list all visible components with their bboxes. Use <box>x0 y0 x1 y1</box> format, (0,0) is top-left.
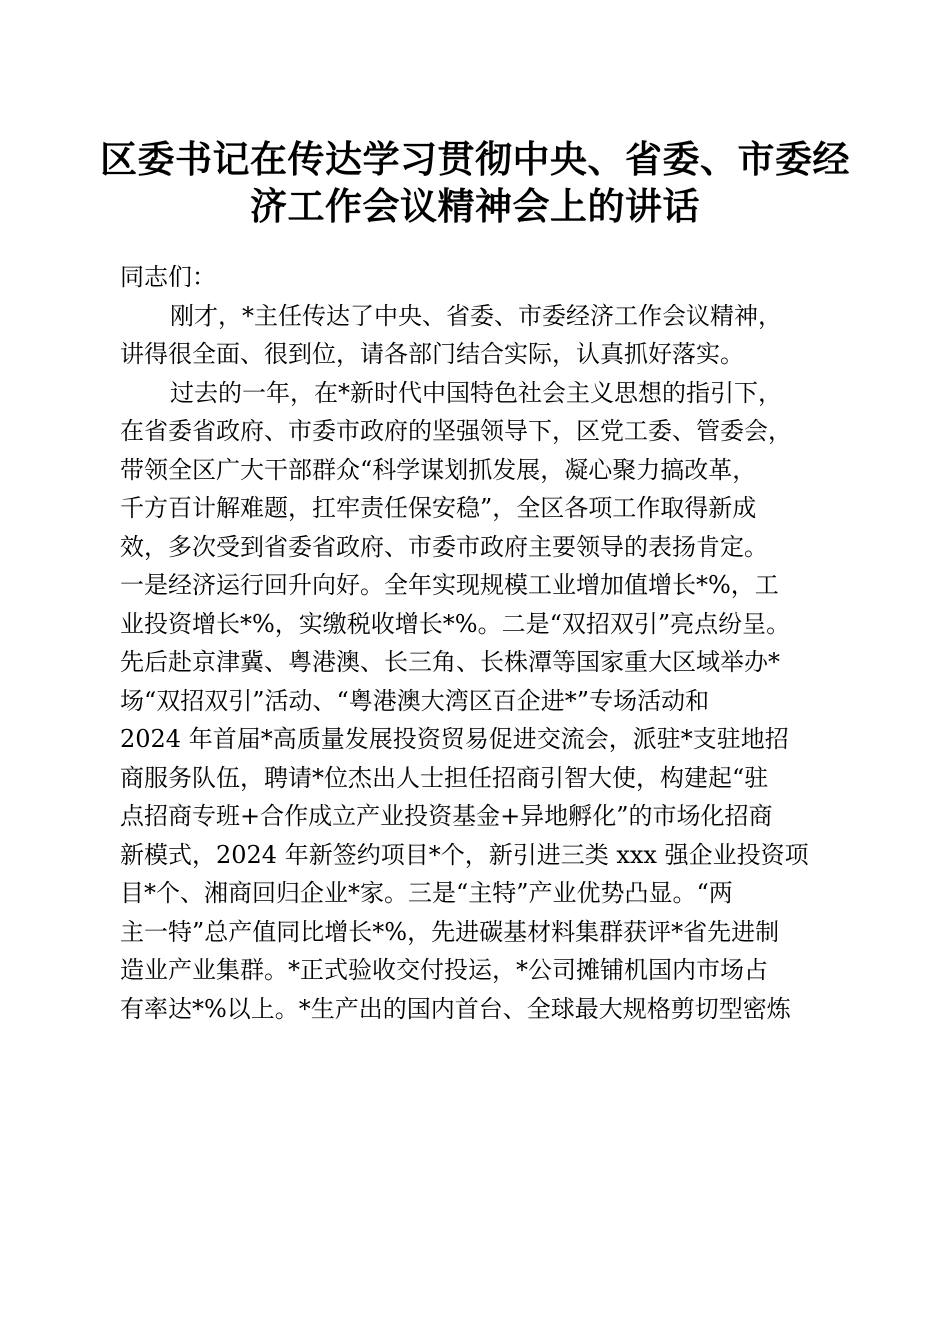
paragraph-line: 目*个、湘商回归企业*家。三是“主特”产业优势凸显。“两 <box>120 879 733 907</box>
paragraph-line: 带领全区广大干部群众“科学谋划抓发展，凝心聚力搞改革， <box>120 455 757 484</box>
title-line: 区委书记在传达学习贯彻中央、省委、市委经 <box>100 137 850 181</box>
salutation: 同志们： <box>120 263 216 291</box>
paragraph-line: 业投资增长*%，实缴税收增长*%。二是“双招双引”亮点纷呈。 <box>120 609 791 638</box>
paragraph-line: 千方百计解难题，扛牢责任保安稳”，全区各项工作取得新成 <box>120 494 757 522</box>
paragraph-line: 造业产业集群。*正式验收交付投运，*公司摊铺机国内市场占 <box>120 956 768 984</box>
paragraph-line: 先后赴京津冀、粤港澳、长三角、长株潭等国家重大区域举办* <box>120 648 780 676</box>
paragraph-line: 讲得很全面、很到位，请各部门结合实际，认真抓好落实。 <box>120 340 744 368</box>
title-line: 济工作会议精神会上的讲话 <box>250 184 700 228</box>
paragraph-line: 场“双招双引”活动、“粤港澳大湾区百企进*”专场活动和 <box>120 686 710 715</box>
paragraph-line: 效，多次受到省委省政府、市委市政府主要领导的表扬肯定。 <box>120 532 768 561</box>
paragraph-line: 商服务队伍，聘请*位杰出人士担任招商引智大使，构建起“驻 <box>120 763 769 792</box>
paragraph-line: 在省委省政府、市委市政府的坚强领导下，区党工委、管委会， <box>120 417 792 445</box>
paragraph-line: 有率达*%以上。*生产出的国内首台、全球最大规格剪切型密炼 <box>120 994 791 1023</box>
document-title <box>100 136 850 230</box>
paragraph-line: 一是经济运行回升向好。全年实现规模工业增加值增长*%，工 <box>120 571 779 599</box>
paragraph-line: 主一特”总产值同比增长*%，先进碳基材料集群获评*省先进制 <box>120 917 780 946</box>
paragraph-line: 刚才，*主任传达了中央、省委、市委经济工作会议精神， <box>170 301 782 330</box>
paragraph-2 <box>120 374 836 1029</box>
paragraph-line: 2024 年首届*高质量发展投资贸易促进交流会，派驻*支驻地招 <box>120 725 789 753</box>
document-body <box>120 258 836 1028</box>
paragraph-line: 过去的一年，在*新时代中国特色社会主义思想的指引下， <box>170 378 782 407</box>
paragraph-line: 新模式，2024 年新签约项目*个，新引进三类 xxx 强企业投资项 <box>120 840 809 869</box>
paragraph-line: 点招商专班+合作成立产业投资基金+异地孵化”的市场化招商 <box>120 802 773 830</box>
paragraph-1 <box>120 297 836 374</box>
